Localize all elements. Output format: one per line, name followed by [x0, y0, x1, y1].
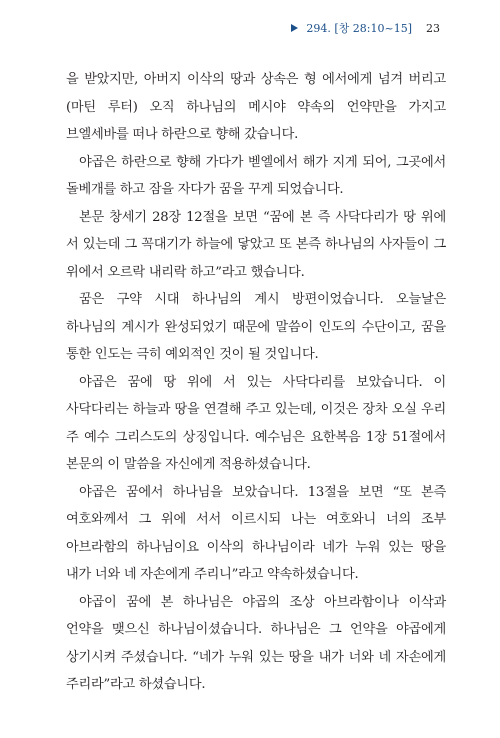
paragraph: 을 받았지만, 아버지 이삭의 땅과 상속은 형 에서에게 넘겨 버리고(마틴 루터) 오직 하나님의 메시야 약속의 언약만을 가지고 브엘세바를 떠나 하란으로 향해 갔습니다.	[66, 72, 446, 142]
paragraph: 야곱은 꿈에 땅 위에 서 있는 사닥다리를 보았습니다. 이 사닥다리는 하늘과 땅을 연결해 주고 있는데, 이것은 장차 오실 우리 주 예수 그리스도의 상징입니다. 예수님은 요한복음 1장 51절에서 본문의 이 말씀을 자신에게 적용하셨습니다.	[66, 374, 446, 472]
page-number: 23	[426, 21, 440, 35]
running-title: 294. [창 28:10~15]	[306, 22, 412, 35]
paragraph: 야곱이 꿈에 본 하나님은 야곱의 조상 아브라함이나 이삭과 언약을 맺으신 하나님이셨습니다. 하나님은 그 언약을 야곱에게 상기시켜 주셨습니다. “네가 누워 있는 땅을 내가 너와 네 자손에게 주리라”라고 하셨습니다.	[66, 594, 446, 692]
running-header	[291, 20, 440, 36]
triangle-marker-icon	[291, 24, 298, 32]
paragraph: 야곱은 하란으로 향해 가다가 벧엘에서 해가 지게 되어, 그곳에서 돌베개를 하고 잠을 자다가 꿈을 꾸게 되었습니다.	[66, 154, 446, 197]
paragraph: 야곱은 꿈에서 하나님을 보았습니다. 13절을 보면 “또 본즉 여호와께서 그 위에 서서 이르시되 나는 여호와니 너의 조부 아브라함의 하나님이요 이삭의 하나님이라 네가 누워 있는 땅을 내가 너와 네 자손에게 주리니”라고 약속하셨습니다.	[66, 484, 446, 582]
paragraph: 꿈은 구약 시대 하나님의 계시 방편이었습니다. 오늘날은 하나님의 계시가 완성되었기 때문에 말씀이 인도의 수단이고, 꿈을 통한 인도는 극히 예외적인 것이 될 것입니다.	[66, 292, 446, 362]
paragraph: 본문 창세기 28장 12절을 보면 “꿈에 본 즉 사닥다리가 땅 위에 서 있는데 그 꼭대기가 하늘에 닿았고 또 본즉 하나님의 사자들이 그 위에서 오르락 내리락 하고”라고 했습니다.	[66, 209, 446, 280]
body-text	[66, 66, 446, 699]
